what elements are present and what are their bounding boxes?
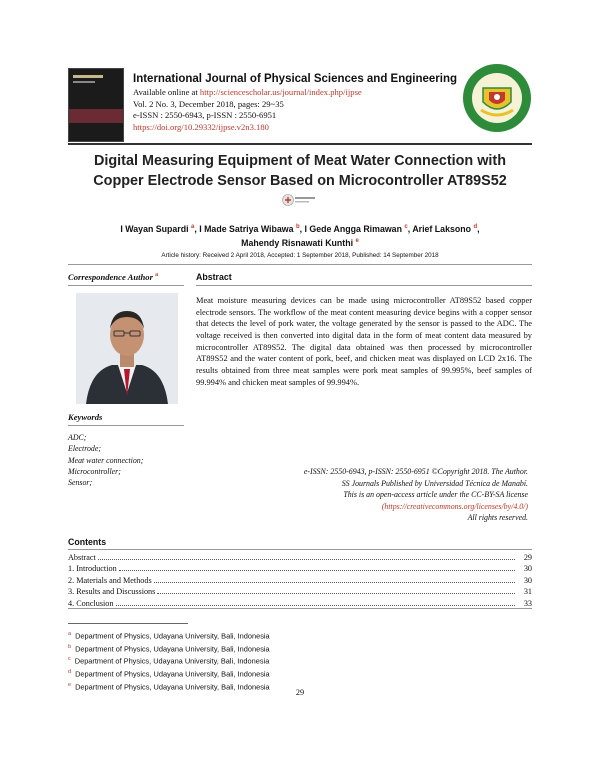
title-line: Digital Measuring Equipment of Meat Water Connection with (93, 153, 506, 169)
license-block (212, 466, 528, 524)
abstract-rule (196, 285, 532, 286)
license-line: All rights reserved. (467, 513, 528, 523)
doi-link[interactable]: https://doi.org/10.29332/ijpse.v2n3.180 (133, 121, 269, 132)
toc-row[interactable]: 3. Results and Discussions 31 (68, 587, 532, 596)
page-number: 29 (295, 688, 305, 697)
author: Arief Laksono $^d$, (412, 223, 480, 234)
footnote-rule (68, 623, 188, 624)
footnote: $^d$ Department of Physics, Udayana University, Bali, Indonesia (68, 669, 270, 679)
keyword: Sensor; (68, 478, 93, 488)
toc-row[interactable]: 1. Introduction 30 (68, 564, 532, 573)
author-list (80, 221, 520, 250)
keywords-rule (68, 425, 184, 426)
journal-url-link[interactable]: http://sciencescholar.us/journal/index.php/ijpse (199, 87, 362, 97)
correspondence-label: Correspondence Author $^a$ (68, 272, 159, 282)
abstract-heading: Abstract (196, 272, 232, 282)
author: I Made Satriya Wibawa $^b$, (199, 223, 305, 234)
author-photo (76, 293, 178, 404)
license-line: This is an open-access article under the CC-BY-SA license (343, 490, 528, 500)
affiliation-footnotes (68, 629, 532, 692)
author: I Gede Angga Rimawan $^c$, (304, 223, 413, 234)
header-rule (68, 143, 532, 145)
title-line: Copper Electrode Sensor Based on Microcontroller AT89S52 (93, 173, 507, 189)
keyword: Meat water connection; (68, 455, 144, 465)
license-line: SS Journals Published by Universidad Técnica de Manabí. (341, 478, 528, 488)
correspondence-rule (68, 285, 184, 286)
journal-title: International Journal of Physical Sciences and Engineering (133, 73, 457, 85)
footnote: $^a$ Department of Physics, Udayana University, Bali, Indonesia (68, 631, 270, 641)
volume-info: Vol. 2 No. 3, December 2018, pages: 29~35 (133, 98, 284, 109)
author: I Wayan Supardi $^a$, (120, 223, 200, 234)
article-history: Article history: Received 2 April 2018, Accepted: 1 September 2018, Published: 14 September 2018 (161, 252, 439, 259)
contents-rule (68, 549, 532, 550)
keyword-list (68, 432, 198, 488)
license-line: e-ISSN: 2550-6943, p-ISSN: 2550-6951 ©Copyright 2018. The Author. (303, 467, 528, 476)
crossmark-icon[interactable] (282, 193, 318, 207)
issn-info: e-ISSN : 2550-6943, p-ISSN : 2550-6951 (133, 110, 277, 121)
available-online (133, 87, 463, 99)
paper-title (60, 151, 540, 191)
keyword: Electrode; (68, 444, 102, 454)
footnote: $^e$ Department of Physics, Udayana University, Bali, Indonesia (68, 681, 270, 692)
keywords-heading: Keywords (68, 412, 103, 422)
keyword: ADC; (68, 433, 87, 442)
university-seal-logo (461, 62, 533, 134)
contents-bottom-rule (68, 608, 532, 609)
contents-heading: Contents (68, 537, 107, 547)
author: Mahendy Risnawati Kunthi $^e$ (241, 238, 359, 249)
history-rule (68, 264, 532, 265)
toc-row[interactable]: Abstract 29 (68, 552, 532, 562)
footnote: $^b$ Department of Physics, Udayana University, Bali, Indonesia (68, 643, 270, 654)
journal-info (133, 72, 463, 133)
available-prefix: Available online at (133, 87, 200, 97)
footnote: $^c$ Department of Physics, Udayana University, Bali, Indonesia (68, 656, 270, 666)
keyword: Microcontroller; (68, 466, 121, 476)
toc-row[interactable]: 2. Materials and Methods 30 (68, 575, 532, 585)
license-url-link[interactable]: (https://creativecommons.org/licenses/by/4.0/) (381, 501, 528, 511)
toc-row[interactable]: 4. Conclusion 33 (68, 598, 532, 608)
table-of-contents (68, 551, 532, 609)
abstract-text: Meat moisture measuring devices can be made using microcontroller AT89S52 based copper electrode sensors. The workflow of the meat content measuring device begins with a copper sensor that detects the level of pork water, the voltage generated by the sensor is passed to the ADC. The voltage received is then converted into digital data in the form of meat content data measured by microcontroller AT89S52. The digital data obtained was then processed by microcontroller AT89S52 and the water content of pork, beef, and chicken meat was displayed on LCD 2x16. The results obtained from three meat samples were pork meat samples of 99.995%, beef samples of 99.994% and chicken meat samples of 99.994%. (196, 296, 532, 387)
journal-cover-thumbnail (68, 68, 124, 142)
